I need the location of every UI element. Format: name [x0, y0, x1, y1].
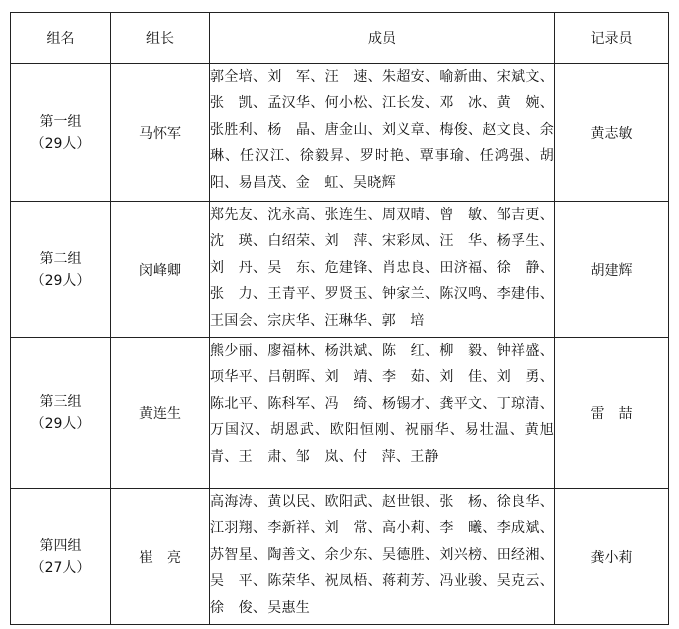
recorder-cell: 龚小莉 [555, 489, 669, 625]
members-cell: 熊少丽、廖福林、杨洪斌、陈 红、柳 毅、钟祥盛、项华平、吕朝晖、刘 靖、李 茹、刘 佳、刘 勇、陈北平、陈科军、冯 绮、杨锡才、龚平文、丁琼清、万国汉、胡恩武、欧阳恒刚、祝丽华、易壮温、黄旭青、王 肃、邹 岚、付 萍、王静 [210, 338, 555, 489]
header-members: 成员 [210, 13, 555, 64]
group-count: （29人） [30, 416, 91, 432]
group-name: 第二组 [39, 250, 82, 267]
group-name: 第三组 [39, 394, 82, 410]
group-name-cell [11, 489, 111, 625]
recorder-cell: 黄志敏 [555, 64, 669, 202]
table-header-row [11, 13, 669, 64]
group-roster-table [10, 12, 669, 625]
group-name-cell [11, 202, 111, 338]
members-cell: 郭全培、刘 军、汪 速、朱超安、喻新曲、宋斌文、张 凯、孟汉华、何小松、江长发、邓 冰、黄 婉、张胜利、杨 晶、唐金山、刘义章、梅俊、赵文良、余 琳、任汉江、徐毅昇、罗时艳、覃事瑜、任鸿强、胡 阳、易昌茂、金 虹、吴晓辉 [210, 64, 555, 202]
group-name-cell [11, 338, 111, 489]
recorder-cell: 雷 喆 [555, 338, 669, 489]
table-row [11, 338, 669, 489]
leader-cell: 崔 亮 [111, 489, 210, 625]
table-row [11, 489, 669, 625]
table-row [11, 202, 669, 338]
header-leader: 组长 [111, 13, 210, 64]
members-cell: 高海涛、黄以民、欧阳武、赵世银、张 杨、徐良华、江羽翔、李新祥、刘 常、高小莉、李 曦、李成斌、苏智星、陶善文、余少东、吴德胜、刘兴榜、田经湘、吴 平、陈荣华、祝凤梧、蒋莉芳、冯业骏、吴克云、徐 俊、吴惠生 [210, 489, 555, 625]
table-row [11, 64, 669, 202]
group-count: （29人） [30, 135, 91, 152]
leader-cell: 闵峰卿 [111, 202, 210, 338]
header-recorder: 记录员 [555, 13, 669, 64]
members-cell: 郑先友、沈永高、张连生、周双晴、曾 敏、邹吉更、沈 瑛、白绍荣、刘 萍、宋彩凤、汪 华、杨孚生、刘 丹、吴 东、危建锋、肖忠良、田济福、徐 静、张 力、王青平、罗贤玉、钟家兰、陈汉鸣、李建伟、王国会、宗庆华、汪琳华、郭 培 [210, 202, 555, 338]
group-name-cell [11, 64, 111, 202]
recorder-cell: 胡建辉 [555, 202, 669, 338]
group-name: 第一组 [39, 113, 82, 130]
group-count: （27人） [30, 559, 91, 576]
group-name: 第四组 [39, 537, 82, 554]
header-group: 组名 [11, 13, 111, 64]
leader-cell: 马怀军 [111, 64, 210, 202]
leader-cell: 黄连生 [111, 338, 210, 489]
group-count: （29人） [30, 272, 91, 289]
